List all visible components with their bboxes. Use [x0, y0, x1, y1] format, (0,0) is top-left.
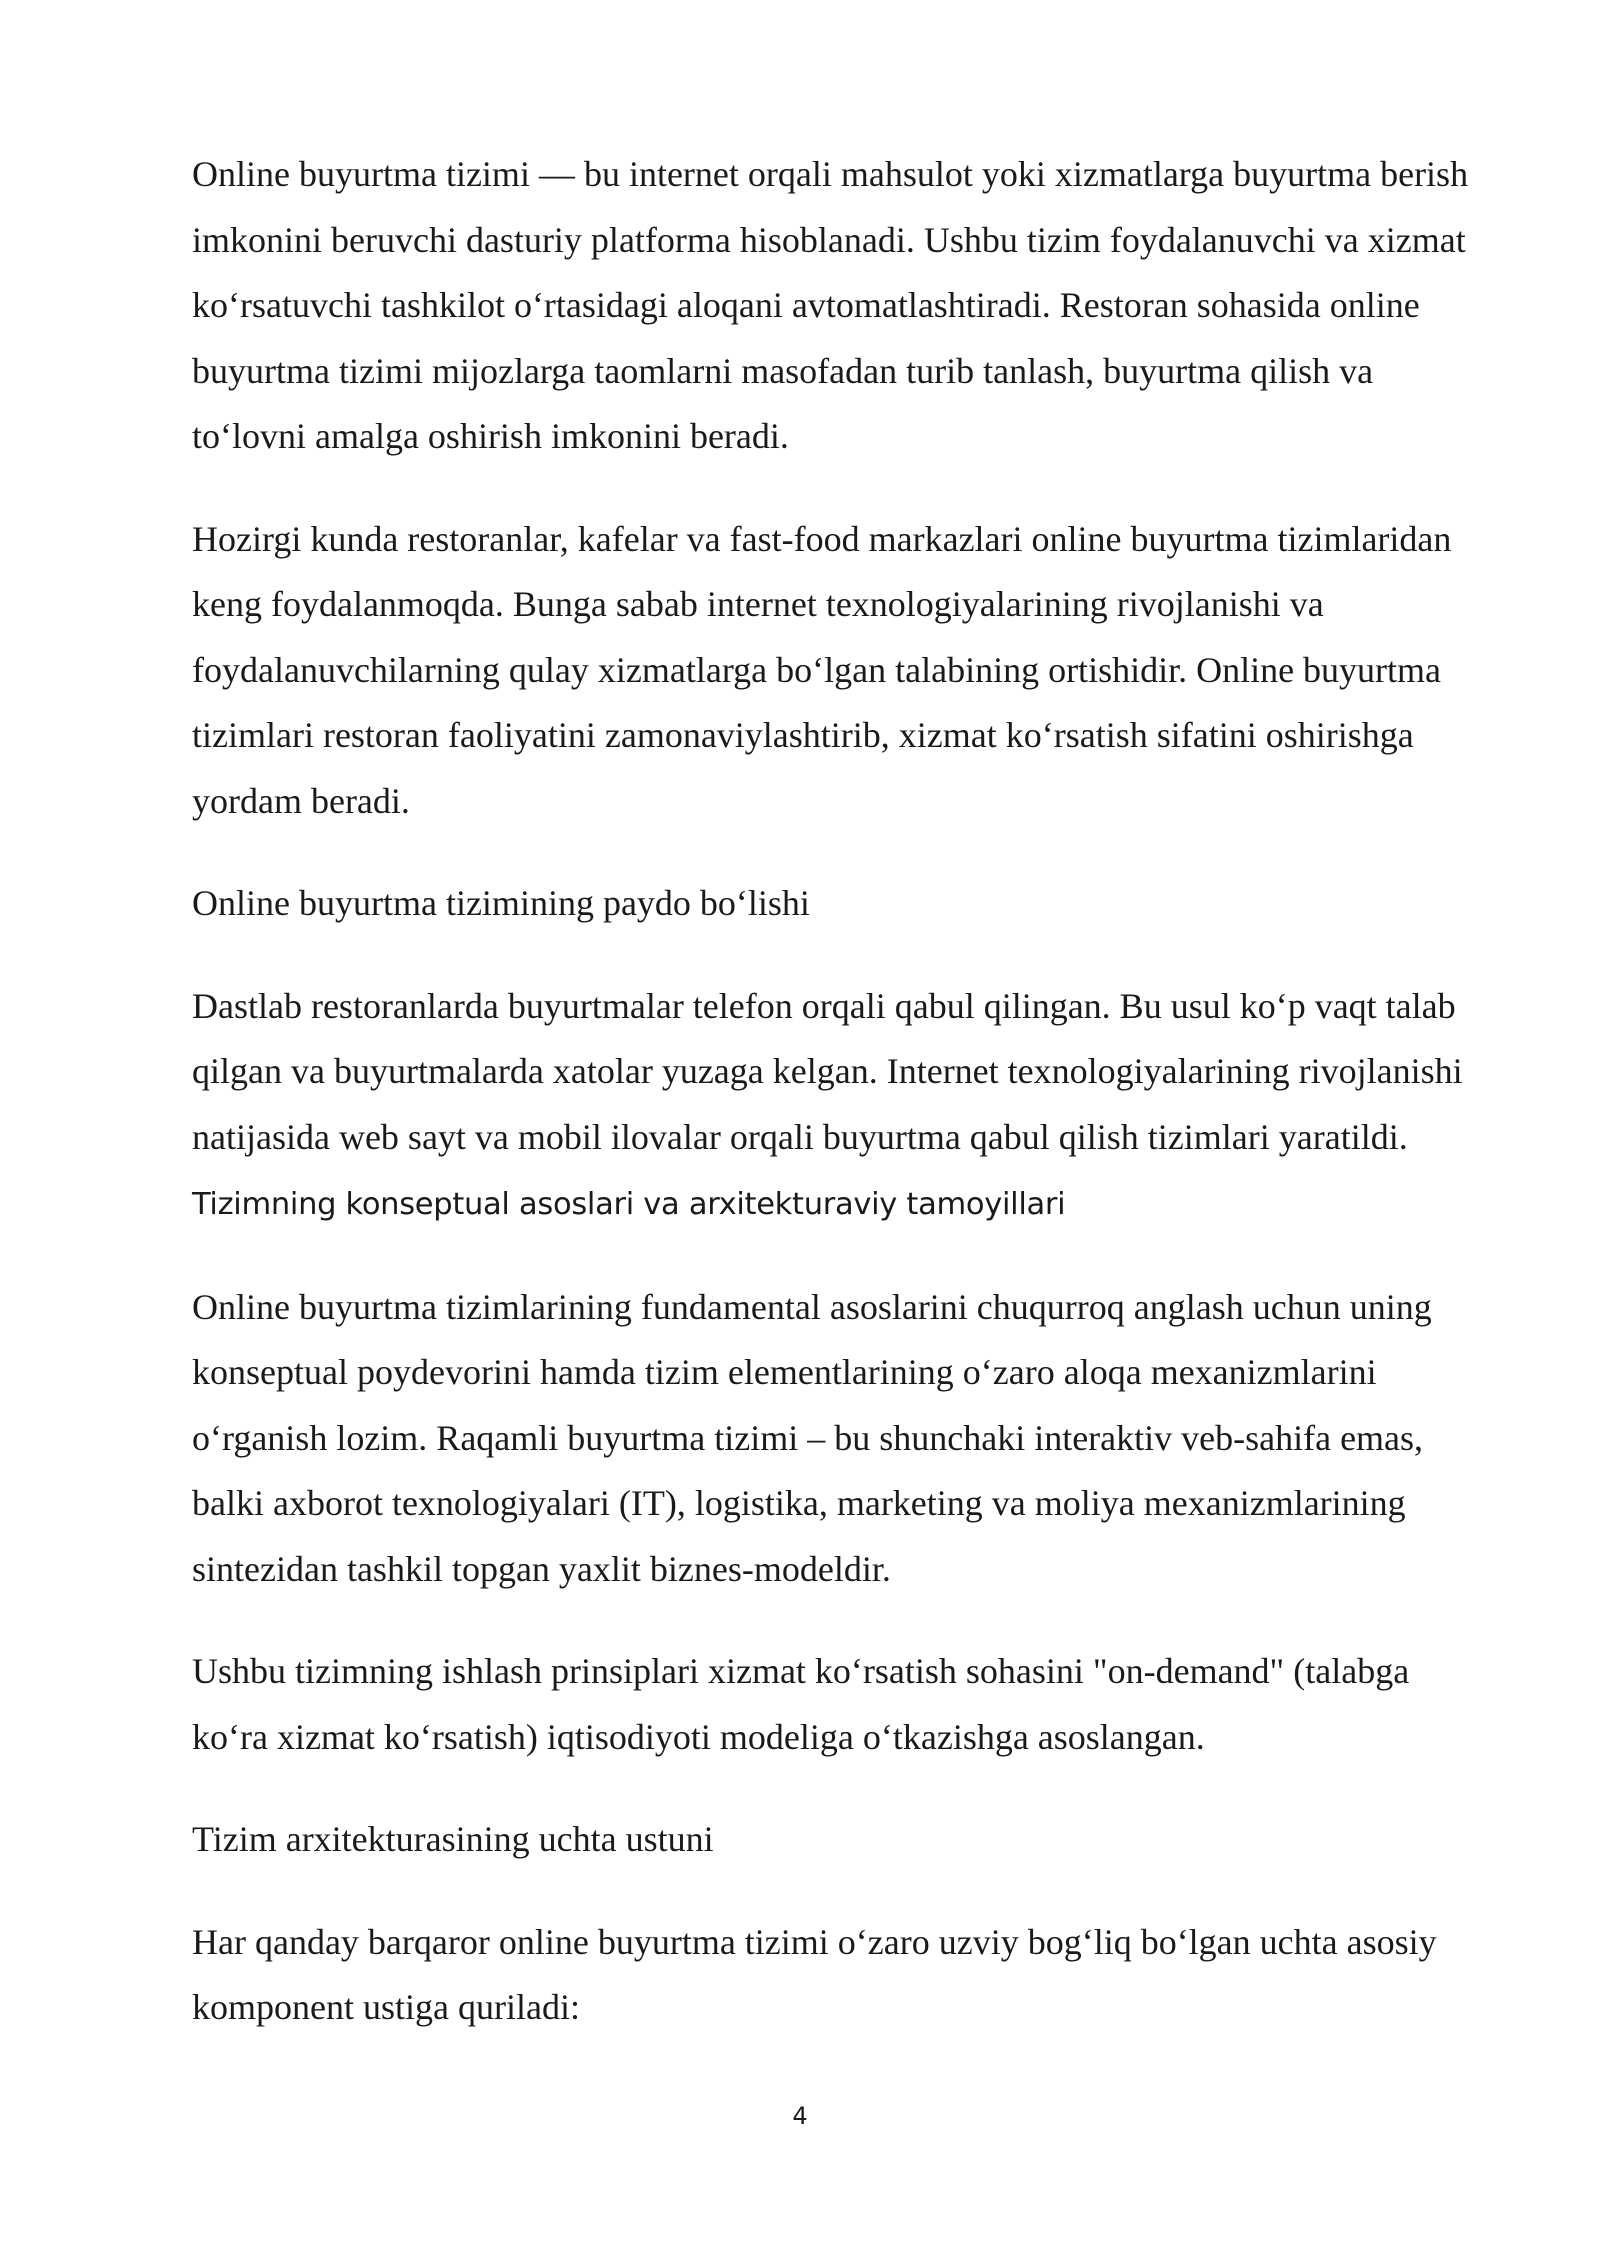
subheading-three-pillars	[192, 1807, 1488, 1873]
paragraph-intro	[192, 142, 1488, 470]
paragraph-current-usage	[192, 507, 1488, 835]
paragraph-text: Online buyurtma tizimi — bu internet orqali mahsulot yoki xizmatlarga buyurtma berish imkonini beruvchi dasturiy platforma hisoblanadi. Ushbu tizim foydalanuvchi va xizmat koʻrsatuvchi tashkilot oʻrtasidagi aloqani avtomatlashtiradi. Restoran sohasida online buyurtma tizimi mijozlarga taomlarni masofadan turib tanlash, buyurtma qilish va toʻlovni amalga oshirish imkonini beradi.	[192, 154, 1469, 456]
page-number: 4	[792, 2102, 808, 2130]
inline-heading-conceptual-foundations: Tizimning konseptual asoslari va arxitekturaviy tamoyillari	[192, 1187, 1066, 1222]
paragraph-text: Hozirgi kunda restoranlar, kafelar va fast-food markazlari online buyurtma tizimlaridan keng foydalanmoqda. Bunga sabab internet texnologiyalarining rivojlanishi va foydalanuvchilarning qulay xizmatlarga boʻlgan talabining ortishidir. Online buyurtma tizimlari restoran faoliyatini zamonaviylashtirib, xizmat koʻrsatish sifatini oshirishga yordam beradi.	[192, 518, 1452, 821]
subheading-text: Online buyurtma tizimining paydo boʻlishi	[192, 883, 810, 923]
paragraph-history	[192, 974, 1488, 1238]
paragraph-text: Ushbu tizimning ishlash prinsiplari xizmat koʻrsatish sohasini "on-demand" (talabga koʻra xizmat koʻrsatish) iqtisodiyoti modeliga oʻtkazishga asoslangan.	[192, 1651, 1410, 1757]
page-body	[192, 142, 1488, 2078]
paragraph-text: Dastlab restoranlarda buyurtmalar telefon orqali qabul qilingan. Bu usul koʻp vaqt talab qilgan va buyurtmalarda xatolar yuzaga kelgan. Internet texnologiyalarining rivojlanishi natijasida web sayt va mobil ilovalar orqali buyurtma qabul qilish tizimlari yaratildi.	[192, 985, 1463, 1157]
paragraph-components	[192, 1910, 1488, 2041]
paragraph-text: Online buyurtma tizimlarining fundamental asoslarini chuqurroq anglash uchun uning konseptual poydevorini hamda tizim elementlarining oʻzaro aloqa mexanizmlarini oʻrganish lozim. Raqamli buyurtma tizimi – bu shunchaki interaktiv veb-sahifa emas, balki axborot texnologiyalari (IT), logistika, marketing va moliya mexanizmlarining sintezidan tashkil topgan yaxlit biznes-modeldir.	[192, 1286, 1432, 1589]
subheading-origin	[192, 871, 1488, 937]
subheading-text: Tizim arxitekturasining uchta ustuni	[192, 1819, 714, 1859]
paragraph-on-demand	[192, 1639, 1488, 1770]
paragraph-fundamentals	[192, 1275, 1488, 1603]
paragraph-text: Har qanday barqaror online buyurtma tizimi oʻzaro uzviy bogʻliq boʻlgan uchta asosiy komponent ustiga quriladi:	[192, 1921, 1437, 2027]
